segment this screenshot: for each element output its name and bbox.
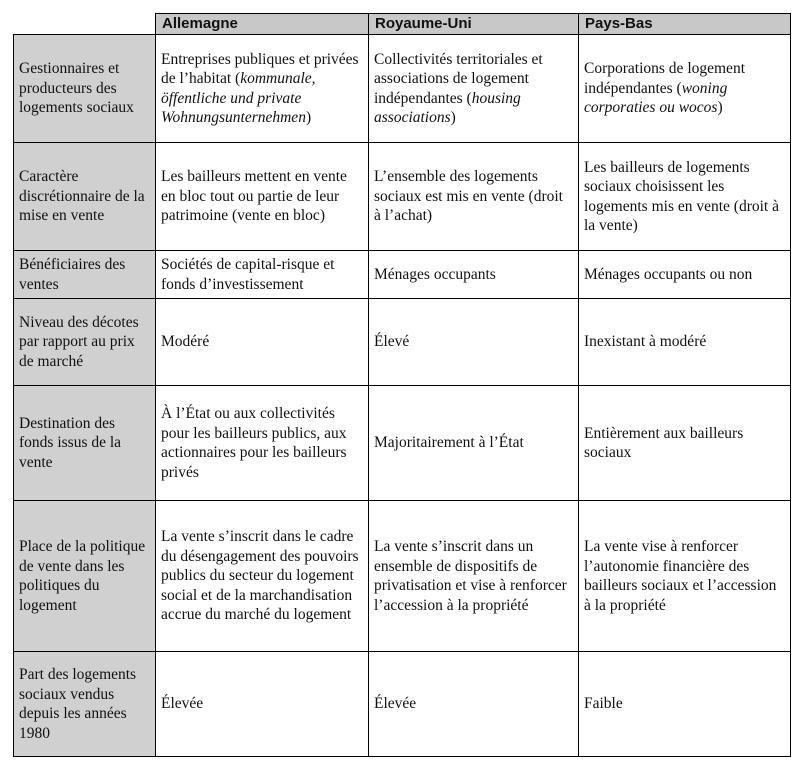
cell-text-end: ) — [450, 109, 456, 126]
cell-text-italic: kommunale, öffentliche und private Wohnungsunternehmen — [161, 70, 316, 126]
table-row — [14, 386, 791, 501]
table-row — [14, 299, 791, 386]
cell-text: Entreprises publiques et privées de l’habitat ( — [161, 50, 359, 87]
table-row — [14, 652, 791, 757]
cell-text-end: ) — [305, 109, 312, 126]
row-label: Part des logements sociaux vendus depuis les années 1980 — [14, 652, 156, 757]
column-header-royaume-uni: Royaume-Uni — [369, 14, 579, 35]
row-label: Caractère discrétionnaire de la mise en vente — [14, 143, 156, 251]
cell-allemagne: Élevée — [156, 652, 369, 757]
cell-pays-bas: La vente vise à renforcer l’autonomie financière des bailleurs sociaux et l’accession à la propriété — [579, 501, 791, 652]
row-label: Bénéficiaires des ventes — [14, 251, 156, 299]
cell-royaume-uni: La vente s’inscrit dans un ensemble de dispositifs de privatisation et vise à renforcer l’accession à la propriété — [369, 501, 579, 652]
cell-royaume-uni: L’ensemble des logements sociaux est mis en vente (droit à l’achat) — [369, 143, 579, 251]
cell-royaume-uni — [369, 35, 579, 143]
cell-text: Corporations de logement indépendantes ( — [584, 60, 745, 97]
cell-pays-bas: Entièrement aux bailleurs sociaux — [579, 386, 791, 501]
cell-pays-bas: Faible — [579, 652, 791, 757]
cell-royaume-uni: Majoritairement à l’État — [369, 386, 579, 501]
row-label: Gestionnaires et producteurs des logements sociaux — [14, 35, 156, 143]
cell-pays-bas — [579, 35, 791, 143]
header-row — [14, 14, 791, 35]
cell-allemagne — [156, 35, 369, 143]
cell-allemagne: Les bailleurs mettent en vente en bloc tout ou partie de leur patrimoine (vente en bloc) — [156, 143, 369, 251]
cell-royaume-uni: Élevé — [369, 299, 579, 386]
row-label: Destination des fonds issus de la vente — [14, 386, 156, 501]
table-row — [14, 501, 791, 652]
cell-text-italic: woning corporaties ou wocos — [584, 79, 728, 117]
row-label: Place de la politique de vente dans les politiques du logement — [14, 501, 156, 652]
cell-allemagne: La vente s’inscrit dans le cadre du désengagement des pouvoirs publics du secteur du logement social et de la marchandisation accrue du marché du logement — [156, 501, 369, 652]
table-row — [14, 251, 791, 299]
cell-royaume-uni: Élevée — [369, 652, 579, 757]
cell-text-end: ) — [717, 99, 723, 117]
cell-royaume-uni: Ménages occupants — [369, 251, 579, 299]
corner-cell — [14, 14, 156, 35]
cell-allemagne: Modéré — [156, 299, 369, 386]
cell-pays-bas: Les bailleurs de logements sociaux choisissent les logements mis en vente (droit à la vente) — [579, 143, 791, 251]
cell-text: Collectivités territoriales et associations de logement indépendantes ( — [374, 50, 543, 107]
row-label: Niveau des décotes par rapport au prix de marché — [14, 299, 156, 386]
cell-pays-bas: Inexistant à modéré — [579, 299, 791, 386]
cell-text-italic: housing associations — [374, 89, 521, 126]
column-header-allemagne: Allemagne — [156, 14, 369, 35]
table-row — [14, 143, 791, 251]
column-header-pays-bas: Pays-Bas — [579, 14, 791, 35]
cell-allemagne: À l’État ou aux collectivités pour les bailleurs publics, aux actionnaires pour les bailleurs privés — [156, 386, 369, 501]
cell-allemagne: Sociétés de capital-risque et fonds d’investissement — [156, 251, 369, 299]
cell-pays-bas: Ménages occupants ou non — [579, 251, 791, 299]
table-row — [14, 35, 791, 143]
comparison-table — [13, 13, 791, 757]
